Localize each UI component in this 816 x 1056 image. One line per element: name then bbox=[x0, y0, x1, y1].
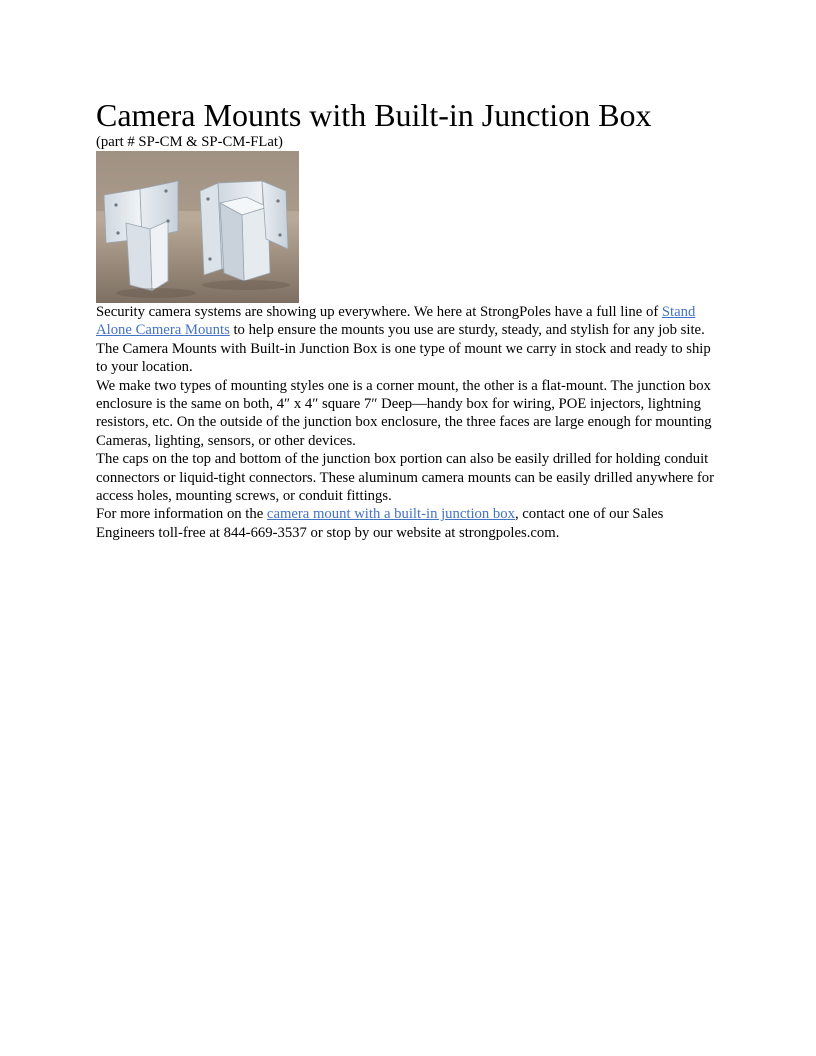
paragraph-contact-text-end: , contact one of our Sales Engineers toll-free at 844-669-3537 or stop by our website at strongpoles.com. bbox=[96, 506, 664, 541]
paragraph-intro-text-end: to help ensure the mounts you use are sturdy, steady, and stylish for any job site. The Camera Mounts with Built-in Junction Box is one type of mount we carry in stock and ready to ship to your location. bbox=[96, 322, 711, 376]
document-page bbox=[96, 96, 724, 542]
paragraph-intro-text: Security camera systems are showing up everywhere. We here at StrongPoles have a full line of bbox=[96, 304, 662, 320]
paragraph-caps: The caps on the top and bottom of the junction box portion can also be easily drilled for holding conduit connectors or liquid-tight connectors. These aluminum camera mounts can be easily drilled anywhere for access holes, mounting screws, or conduit fittings. bbox=[96, 451, 715, 505]
paragraph-mounting-styles: We make two types of mounting styles one is a corner mount, the other is a flat-mount. The junction box enclosure is the same on both, 4″ x 4″ square 7″ Deep—handy box for wiring, POE injectors, lightning resistors, etc. On the outside of the junction box enclosure, the three faces are large enough for mounting Cameras, lighting, sensors, or other devices. bbox=[96, 377, 712, 449]
paragraph-intro bbox=[96, 303, 724, 377]
page-title: Camera Mounts with Built-in Junction Box bbox=[96, 97, 652, 133]
camera-mount-junction-box-link[interactable]: camera mount with a built-in junction box bbox=[266, 506, 515, 523]
part-number: (part # SP-CM & SP-CM-FLat) bbox=[96, 134, 283, 150]
paragraph-contact-text: For more information on the bbox=[96, 506, 267, 523]
paragraph-contact bbox=[96, 505, 724, 542]
camera-mounts-photo bbox=[96, 151, 299, 303]
stand-alone-camera-mounts-link[interactable]: Stand Alone Camera Mounts bbox=[96, 304, 696, 339]
